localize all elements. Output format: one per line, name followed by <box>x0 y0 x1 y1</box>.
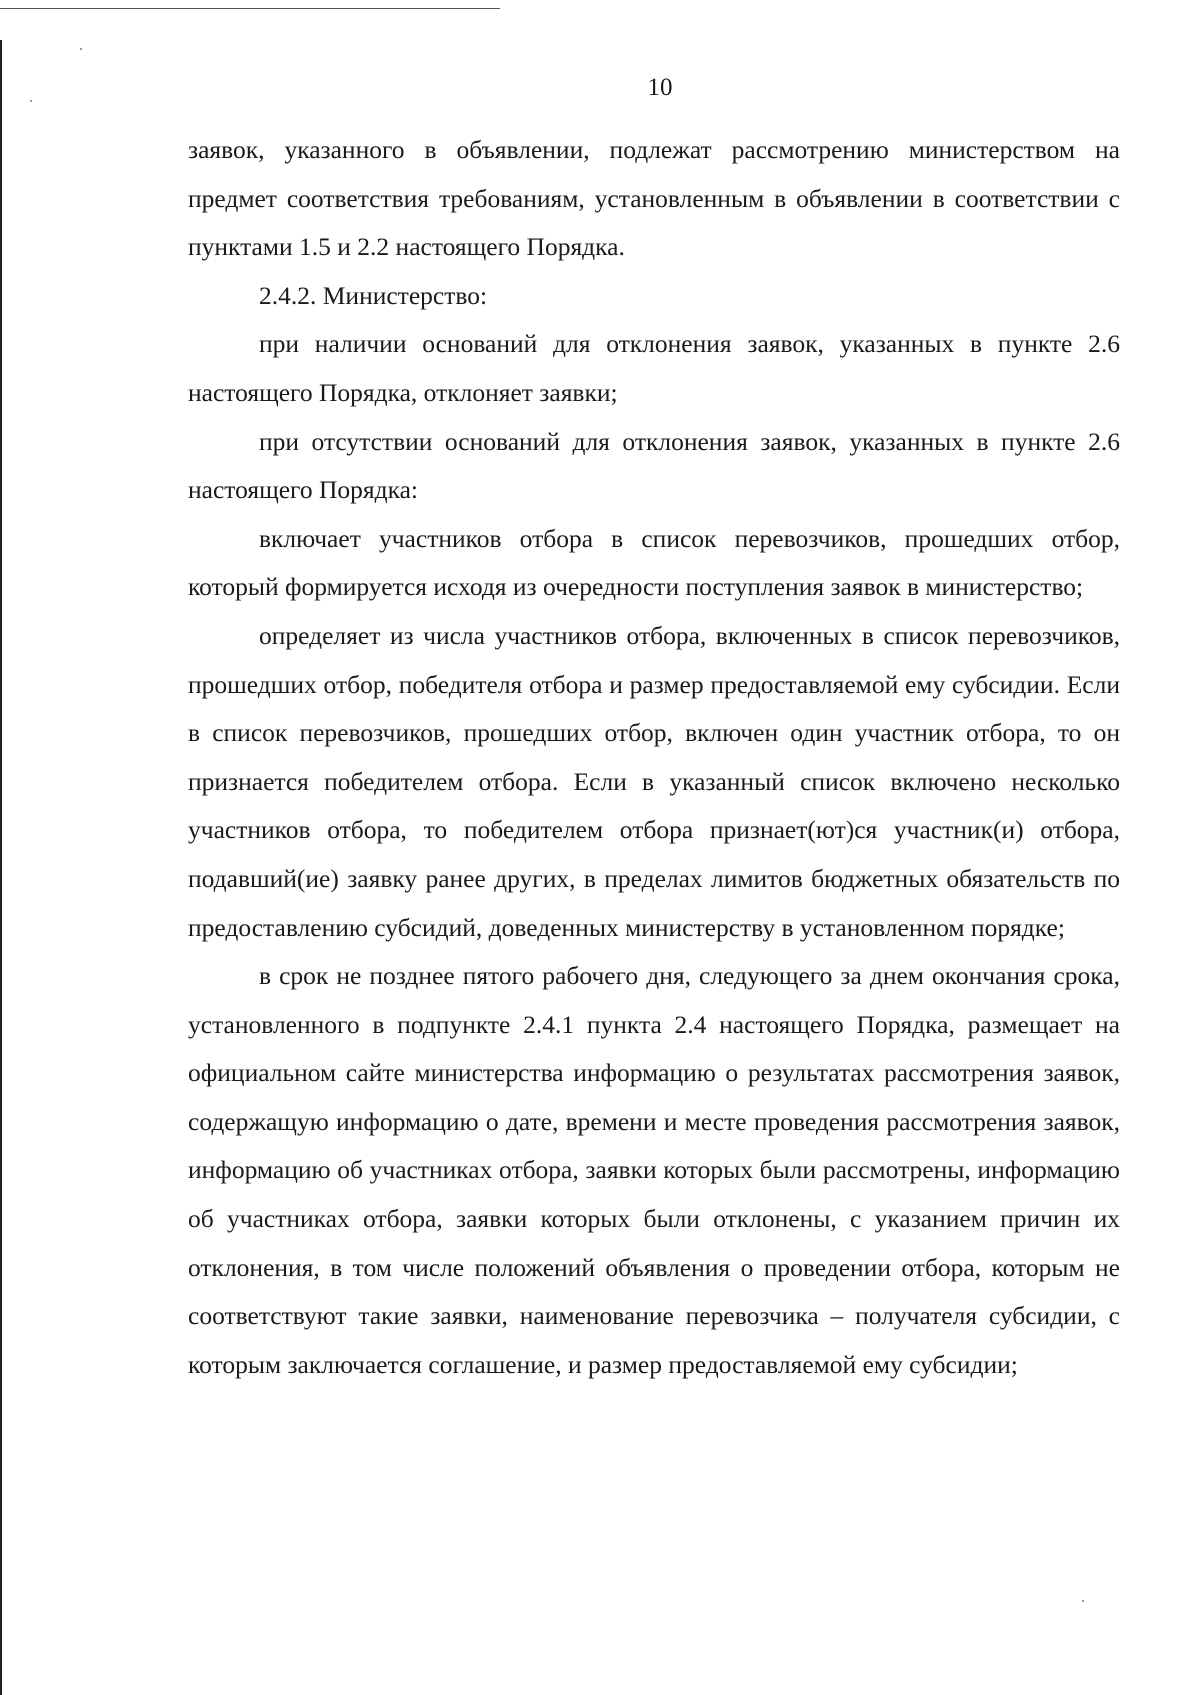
page-number: 10 <box>647 74 673 101</box>
paragraph: определяет из числа участников отбора, включенных в список перевозчиков, прошедших отбор, победителя отбора и размер предоставляемой ему субсидии. Если в список перевозчиков, прошедших отбор, включен один участник отбора, то он признается победителем отбора. Если в указанный список включено несколько участников отбора, то победителем отбора признает(ют)ся участник(и) отбора, подавший(ие) заявку ранее других, в пределах лимитов бюджетных обязательств по предоставлению субсидий, доведенных министерству в установленном порядке; <box>188 620 1120 942</box>
paragraph: при отсутствии оснований для отклонения заявок, указанных в пункте 2.6 настоящего Порядка: <box>188 426 1120 505</box>
scan-edge-left <box>0 40 2 1695</box>
scan-speck <box>1082 1600 1084 1602</box>
paragraph: в срок не позднее пятого рабочего дня, следующего за днем окончания срока, установленного в подпункте 2.4.1 пункта 2.4 настоящего Порядка, размещает на официальном сайте министерства информацию о результатах рассмотрения заявок, содержащую информацию о дате, времени и месте проведения рассмотрения заявок, информацию об участниках отбора, заявки которых были рассмотрены, информацию об участниках отбора, заявки которых были отклонены, с указанием причин их отклонения, в том числе положений объявления о проведении отбора, которым не соответствуют такие заявки, наименование перевозчика – получателя субсидии, с которым заключается соглашение, и размер предоставляемой ему субсидии; <box>188 961 1120 1379</box>
scan-speck <box>80 48 82 50</box>
paragraph: включает участников отбора в список перевозчиков, прошедших отбор, который формируется исходя из очередности поступления заявок в министерство; <box>188 523 1120 602</box>
scan-edge-top <box>0 8 500 9</box>
paragraph: при наличии оснований для отклонения заявок, указанных в пункте 2.6 настоящего Порядка, отклоняет заявки; <box>188 329 1120 407</box>
paragraph: заявок, указанного в объявлении, подлежат рассмотрению министерством на предмет соответствия требованиям, установленным в объявлении в соответствии с пунктами 1.5 и 2.2 настоящего Порядка. <box>188 135 1120 262</box>
section-heading: 2.4.2. Министерство: <box>259 280 488 310</box>
document-body <box>188 126 1120 1389</box>
